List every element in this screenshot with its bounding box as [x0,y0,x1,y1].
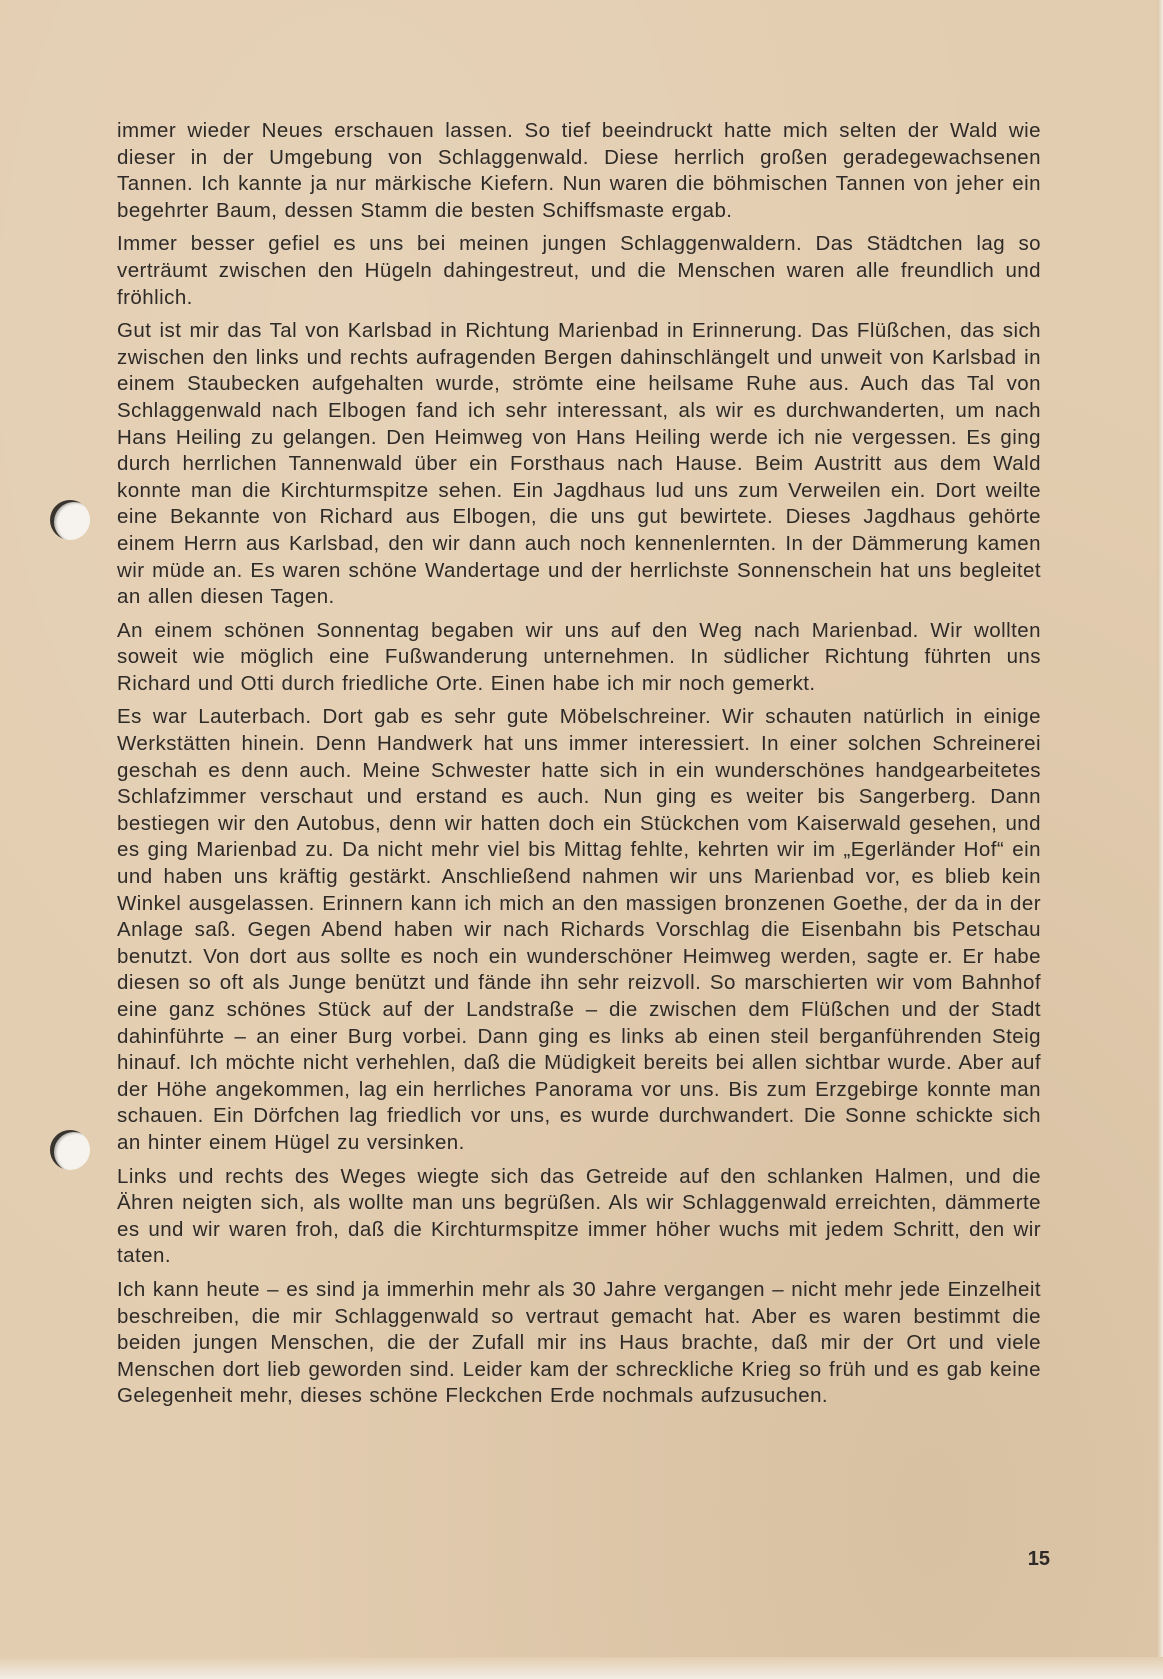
paragraph: immer wieder Neues erschauen lassen. So tief beeindruckt hatte mich selten der Wald wie dieser in der Umgebung von Schlaggenwald. Diese herrlich großen geradegewachsenen Tannen. Ich kannte ja nur märkische Kiefern. Nun waren die böhmischen Tannen von jeher ein begehrter Baum, dessen Stamm die besten Schiffsmaste ergab. [117,119,1041,222]
punch-hole-top [50,500,90,540]
paragraph: Links und rechts des Weges wiegte sich das Getreide auf den schlanken Halmen, und die Ähren neigten sich, als wollte man uns begrüßen. Als wir Schlaggenwald erreichten, dämmerte es und wir waren froh, daß die Kirchturmspitze immer höher wuchs mit jedem Schritt, den wir taten. [117,1164,1041,1268]
page-number: 15 [1027,1548,1050,1570]
paragraph: An einem schönen Sonnentag begaben wir uns auf den Weg nach Marienbad. Wir wollten soweit wie möglich eine Fußwanderung unternehmen. In südlicher Richtung führten uns Richard und Otti durch friedliche Orte. Einen habe ich mir noch gemerkt. [117,618,1041,695]
page-bottom-edge [0,1657,1163,1679]
page-edge [1157,0,1163,1679]
paragraph: Es war Lauterbach. Dort gab es sehr gute Möbelschreiner. Wir schauten natürlich in einige Werkstätten hinein. Denn Handwerk hat uns immer interessiert. In einer solchen Schreinerei geschah es denn auch. Meine Schwester hatte sich in ein wunderschönes handgearbeitetes Schlafzimmer verschaut und erstand es auch. Nun ging es weiter bis Sangerberg. Dann bestiegen wir den Autobus, denn wir hatten doch ein Stückchen vom Kaiserwald gesehen, und es ging Marienbad zu. Da nicht mehr viel bis Mittag fehlte, kehrten wir im „Egerländer Hof“ ein und haben uns kräftig gestärkt. Anschließend nahmen wir uns Marienbad vor, es blieb kein Winkel ausgelassen. Erinnern kann ich mich an den massigen bronzenen Goethe, der da in der Anlage saß. Gegen Abend haben wir nach Richards Vorschlag die Eisenbahn bis Petschau benutzt. Von dort aus sollte es noch ein wunderschöner Heimweg werden, sagte er. Er habe diesen so oft als Junge benützt und fände ihn sehr reizvoll. So marschierten wir vom Bahnhof eine ganz schönes Stück auf der Landstraße – die zwischen dem Flüßchen und der Stadt dahinführte – an einer Burg vorbei. Dann ging es links ab einen steil berganführenden Steig hinauf. Ich möchte nicht verhehlen, daß die Müdigkeit bereits bei allen sichtbar wurde. Aber auf der Höhe angekommen, lag ein herrliches Panorama vor uns. Bis zum Erzgebirge konnte man schauen. Ein Dörfchen lag friedlich vor uns, es wurde durchwandert. Die Sonne schickte sich an hinter einem Hügel zu versinken. [117,705,1041,1154]
paragraph: Gut ist mir das Tal von Karlsbad in Richtung Marienbad in Erinnerung. Das Flüßchen, das sich zwischen den links und rechts aufragenden Bergen dahinschlängelt und unweit von Karlsbad in einem Staubecken aufgehalten wurde, strömte eine heilsame Ruhe aus. Auch das Tal von Schlaggenwald nach Elbogen fand ich sehr interessant, als wir es durchwanderten, um nach Hans Heiling zu gelangen. Den Heimweg von Hans Heiling werde ich nie vergessen. Es ging durch herrlichen Tannenwald über ein Forsthaus nach Hause. Beim Austritt aus dem Wald konnte man die Kirchturmspitze sehen. Ein Jagdhaus lud uns zum Verweilen ein. Dort weilte eine Bekannte von Richard aus Elbogen, die uns gut bewirtete. Dieses Jagdhaus gehörte einem Herrn aus Karlsbad, den wir dann auch noch kennenlernten. In der Dämmerung kamen wir müde an. Es waren schöne Wandertage und der herrlichste Sonnenschein hat uns begleitet an allen diesen Tagen. [117,319,1041,609]
body-text [117,118,1041,1417]
paragraph: Ich kann heute – es sind ja immerhin mehr als 30 Jahre vergangen – nicht mehr jede Einzelheit beschreiben, die mir Schlaggenwald so vertraut gemacht hat. Aber es waren bestimmt die beiden jungen Menschen, die der Zufall mir ins Haus brachte, daß mir der Ort und viele Menschen dort lieb geworden sind. Leider kam der schreckliche Krieg so früh und es gab keine Gelegenheit mehr, dieses schöne Fleckchen Erde nochmals aufzusuchen. [117,1277,1041,1408]
punch-hole-bottom [50,1130,90,1170]
paragraph: Immer besser gefiel es uns bei meinen jungen Schlaggenwaldern. Das Städtchen lag so verträumt zwischen den Hügeln dahingestreut, und die Menschen waren alle freundlich und fröhlich. [117,232,1041,309]
